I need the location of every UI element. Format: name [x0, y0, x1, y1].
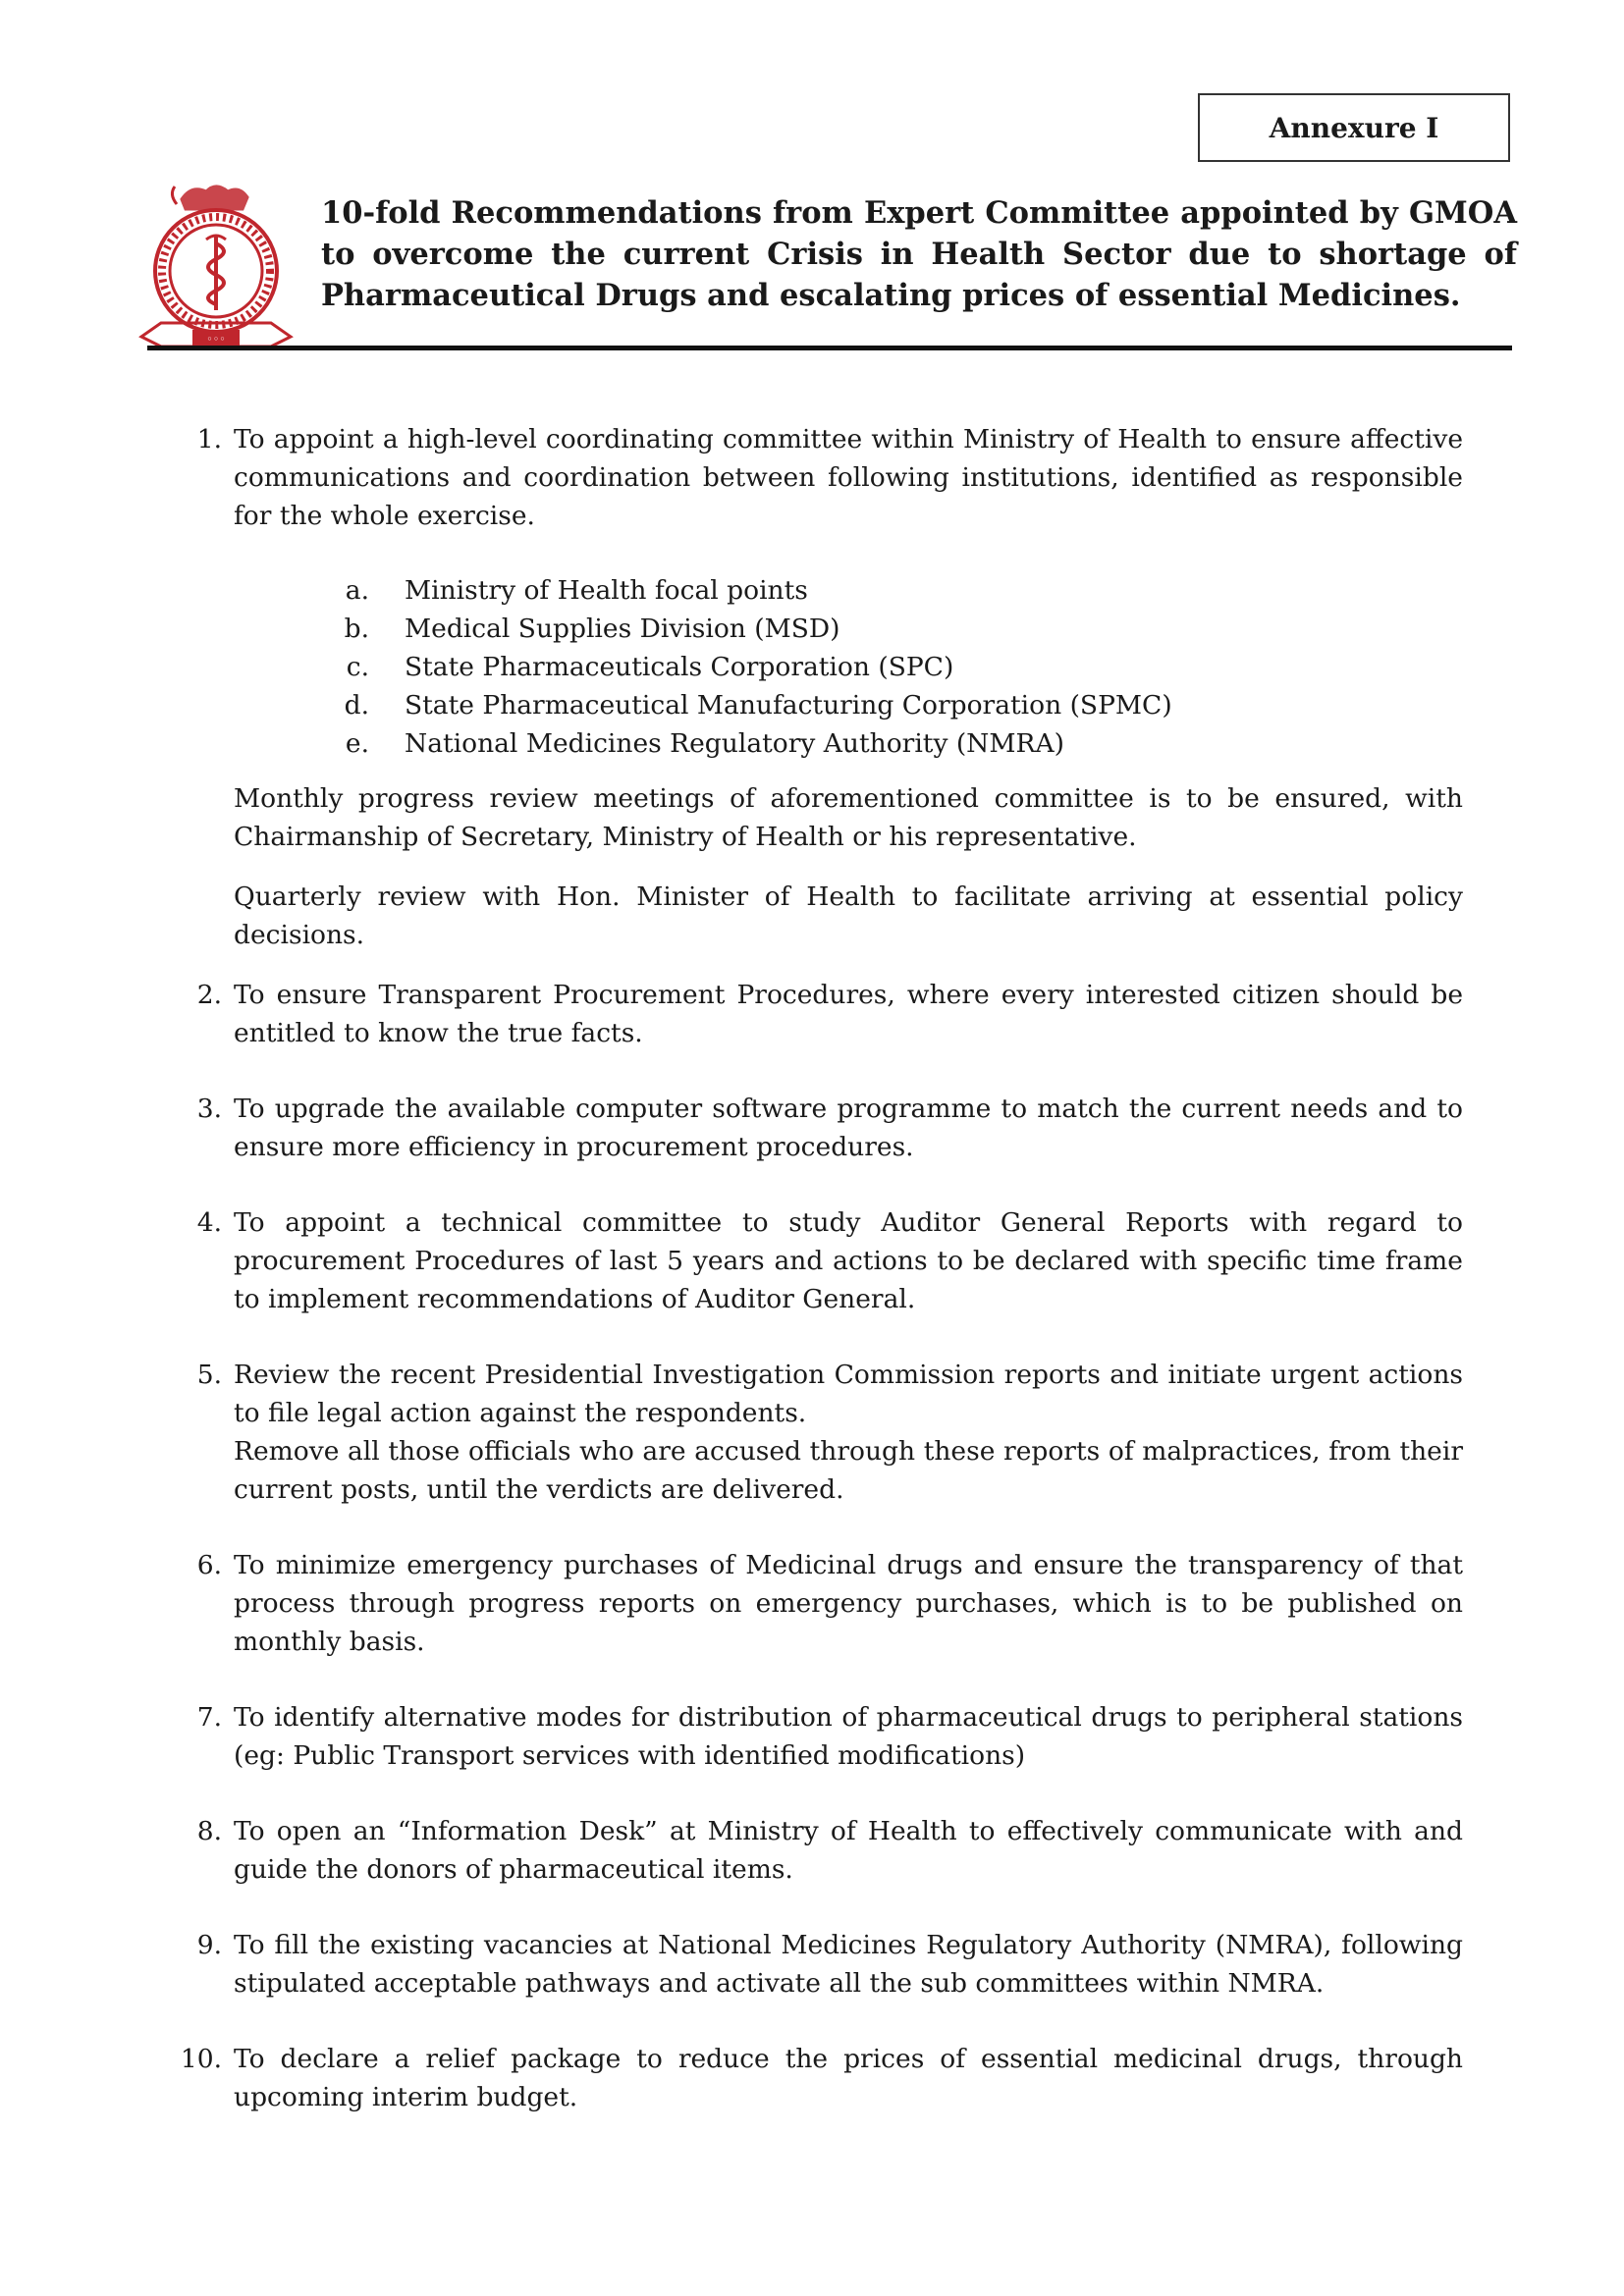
item-text-continued: Remove all those officials who are accused through these reports of malpractices, from their current posts, until the verdicts are delivered.: [234, 1436, 1463, 1505]
item-note: Monthly progress review meetings of aforementioned committee is to be ensured, with Chairmanship of Secretary, Ministry of Health or his representative.: [234, 783, 1463, 852]
item-text: To identify alternative modes for distribution of pharmaceutical drugs to peripheral stations (eg: Public Transport services with identified modifications): [234, 1702, 1463, 1771]
item-number: 6.: [196, 1550, 222, 1580]
gmoa-logo-icon: [137, 175, 295, 351]
item-text: To ensure Transparent Procurement Procedures, where every interested citizen should be entitled to know the true facts.: [234, 980, 1463, 1048]
sub-item: [234, 571, 1463, 610]
list-item: [165, 1546, 1463, 1661]
item-number: 10.: [180, 2044, 222, 2074]
sub-item-text: State Pharmaceutical Manufacturing Corporation (SPMC): [405, 690, 1172, 721]
item-number: 9.: [196, 1930, 222, 1960]
item-number: 3.: [196, 1094, 222, 1124]
list-item: [165, 1812, 1463, 1889]
recommendations-list: [165, 420, 1463, 2116]
item-number: 4.: [196, 1207, 222, 1238]
sub-item-text: Medical Supplies Division (MSD): [405, 614, 840, 644]
sub-item-text: National Medicines Regulatory Authority (NMRA): [405, 728, 1064, 759]
item-text: To upgrade the available computer software programme to match the current needs and to ensure more efficiency in procurement procedures.: [234, 1094, 1463, 1162]
list-item: [165, 1926, 1463, 2002]
item-text: To appoint a technical committee to study Auditor General Reports with regard to procurement Procedures of last 5 years and actions to be declared with specific time frame to implement recommendations of Auditor General.: [234, 1207, 1463, 1314]
item-text: Review the recent Presidential Investigation Commission reports and initiate urgent actions to file legal action against the respondents.: [234, 1360, 1463, 1428]
document-heading: 10-fold Recommendations from Expert Committee appointed by GMOA to overcome the current Crisis in Health Sector due to shortage of Pharmaceutical Drugs and escalating prices of essential Medicines.: [321, 195, 1517, 313]
sub-item: [234, 686, 1463, 724]
sub-item-letter: a.: [345, 575, 369, 606]
annexure-label: Annexure I: [1198, 93, 1510, 162]
list-item: [165, 1203, 1463, 1318]
svg-text:◦◦◦: ◦◦◦: [206, 333, 226, 346]
sub-item-letter: d.: [344, 690, 369, 721]
sub-item-text: State Pharmaceuticals Corporation (SPC): [405, 652, 954, 682]
list-item: [165, 976, 1463, 1052]
list-item: [165, 1090, 1463, 1166]
sub-item: [234, 724, 1463, 763]
list-item: [165, 2040, 1463, 2116]
list-item: [165, 1356, 1463, 1509]
sub-item-letter: e.: [345, 728, 369, 759]
sub-item-text: Ministry of Health focal points: [405, 575, 808, 606]
item-text: To minimize emergency purchases of Medicinal drugs and ensure the transparency of that process through progress reports on emergency purchases, which is to be published on monthly basis.: [234, 1550, 1463, 1657]
item-number: 7.: [196, 1702, 222, 1733]
sub-item-letter: b.: [344, 614, 369, 644]
sub-item: [234, 610, 1463, 648]
item-text: To declare a relief package to reduce the prices of essential medicinal drugs, through upcoming interim budget.: [234, 2044, 1463, 2112]
item-number: 1.: [196, 424, 222, 454]
institution-sublist: [234, 571, 1463, 763]
item-text: To open an “Information Desk” at Ministry of Health to effectively communicate with and guide the donors of pharmaceutical items.: [234, 1816, 1463, 1885]
item-note: Quarterly review with Hon. Minister of Health to facilitate arriving at essential policy decisions.: [234, 881, 1463, 950]
item-number: 8.: [196, 1816, 222, 1846]
sub-item: [234, 648, 1463, 686]
list-item: [165, 1698, 1463, 1775]
list-item: [165, 420, 1463, 954]
item-number: 5.: [196, 1360, 222, 1390]
item-text: To fill the existing vacancies at National Medicines Regulatory Authority (NMRA), following stipulated acceptable pathways and activate all the sub committees within NMRA.: [234, 1930, 1463, 1999]
item-text: To appoint a high-level coordinating committee within Ministry of Health to ensure affective communications and coordination between following institutions, identified as responsible for the whole exercise.: [234, 424, 1463, 531]
item-number: 2.: [196, 980, 222, 1010]
sub-item-letter: c.: [346, 652, 369, 682]
heading-divider: [147, 346, 1512, 350]
